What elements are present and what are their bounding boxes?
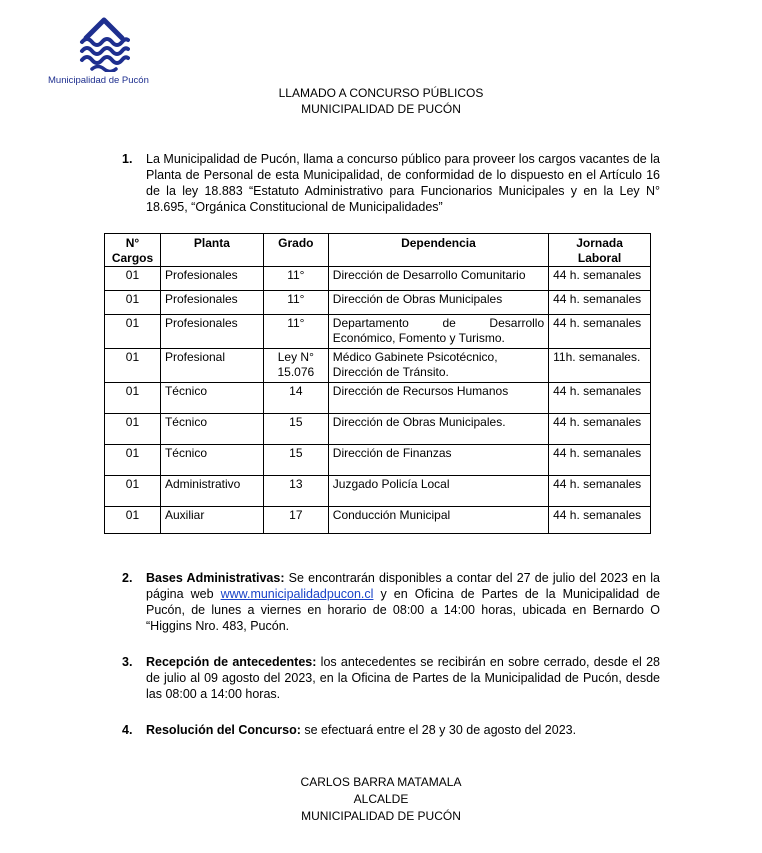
cell-cargos: 01 xyxy=(105,349,161,383)
table-row xyxy=(105,383,651,414)
cell-jornada: 44 h. semanales xyxy=(549,445,651,476)
section-text xyxy=(146,570,660,634)
section-text-a: Se encontrarán disponibles a contar del 27 de julio del 2023 en la página web xyxy=(146,571,660,601)
cell-cargos: 01 xyxy=(105,291,161,315)
cell-jornada: 44 h. semanales xyxy=(549,414,651,445)
logo-text: Municipalidad de Pucón xyxy=(48,75,149,86)
cell-dependencia: Dirección de Desarrollo Comunitario xyxy=(328,267,548,291)
section-text xyxy=(146,722,660,738)
header-jornada: Jornada Laboral xyxy=(549,234,651,267)
cell-planta: Técnico xyxy=(160,414,263,445)
cell-grado: 11° xyxy=(263,315,328,349)
section-number: 1. xyxy=(122,152,133,166)
cell-grado: 14 xyxy=(263,383,328,414)
section-number: 2. xyxy=(122,571,133,585)
cell-jornada: 44 h. semanales xyxy=(549,291,651,315)
cell-grado: 13 xyxy=(263,476,328,507)
section-1 xyxy=(122,151,660,215)
cell-grado: 15 xyxy=(263,414,328,445)
table-row xyxy=(105,445,651,476)
cell-dependencia: Departamento de Desarrollo Económico, Fomento y Turismo. xyxy=(328,315,548,349)
cell-dependencia: Dirección de Recursos Humanos xyxy=(328,383,548,414)
section-text-b: y en Oficina de Partes de la Municipalidad de Pucón, de lunes a viernes en horario de 08:00 a 14:00 horas, ubicada en Bernardo O “Higgins Nro. 483, Pucón. xyxy=(146,587,660,633)
cell-cargos: 01 xyxy=(105,507,161,534)
cell-dependencia: Dirección de Finanzas xyxy=(328,445,548,476)
section-text xyxy=(146,654,660,702)
section-label: Recepción de antecedentes: xyxy=(146,655,317,669)
signatory-name: CARLOS BARRA MATAMALA xyxy=(300,775,462,789)
cell-planta: Auxiliar xyxy=(160,507,263,534)
vacancies-table xyxy=(104,233,651,534)
cell-cargos: 01 xyxy=(105,383,161,414)
signatory-role: ALCALDE xyxy=(353,792,409,806)
cell-planta: Administrativo xyxy=(160,476,263,507)
cell-grado: 17 xyxy=(263,507,328,534)
cell-cargos: 01 xyxy=(105,267,161,291)
header-cargos: N° Cargos xyxy=(105,234,161,267)
table-row xyxy=(105,349,651,383)
section-4 xyxy=(122,722,660,738)
cell-dependencia: Juzgado Policía Local xyxy=(328,476,548,507)
cell-jornada: 44 h. semanales xyxy=(549,507,651,534)
cell-planta: Técnico xyxy=(160,445,263,476)
table-row xyxy=(105,315,651,349)
cell-dependencia: Dirección de Obras Municipales xyxy=(328,291,548,315)
section-body: se efectuará entre el 28 y 30 de agosto del 2023. xyxy=(300,723,577,737)
section-label: Resolución del Concurso: xyxy=(146,723,301,737)
signatory-org: MUNICIPALIDAD DE PUCÓN xyxy=(301,809,461,823)
cell-grado: 15 xyxy=(263,445,328,476)
cell-planta: Profesionales xyxy=(160,291,263,315)
header-dependencia: Dependencia xyxy=(328,234,548,267)
section-label: Bases Administrativas: xyxy=(146,571,285,585)
cell-jornada: 44 h. semanales xyxy=(549,315,651,349)
cell-grado: Ley N° 15.076 xyxy=(263,349,328,383)
cell-planta: Técnico xyxy=(160,383,263,414)
cell-jornada: 11h. semanales. xyxy=(549,349,651,383)
header-grado: Grado xyxy=(263,234,328,267)
cell-jornada: 44 h. semanales xyxy=(549,383,651,414)
document-title: LLAMADO A CONCURSO PÚBLICOS xyxy=(278,86,484,100)
table-row xyxy=(105,267,651,291)
section-text: La Municipalidad de Pucón, llama a concurso público para proveer los cargos vacantes de la Planta de Personal de esta Municipalidad, de conformidad de lo dispuesto en el Artículo 16 de la ley 18.883 “Estatuto Administrativo para Funcionarios Municipales y en la Ley N° 18.695, “Orgánica Constitucional de Municipalidades” xyxy=(146,152,660,214)
table-header-row xyxy=(105,234,651,267)
municipal-logo xyxy=(48,16,168,86)
cell-grado: 11° xyxy=(263,267,328,291)
document-subtitle: MUNICIPALIDAD DE PUCÓN xyxy=(301,102,461,116)
website-link[interactable]: www.municipalidadpucon.cl xyxy=(220,587,374,601)
section-3 xyxy=(122,654,660,702)
cell-cargos: 01 xyxy=(105,476,161,507)
table-row xyxy=(105,291,651,315)
table-row xyxy=(105,476,651,507)
cell-jornada: 44 h. semanales xyxy=(549,267,651,291)
table-row xyxy=(105,507,651,534)
section-body: los antecedentes se recibirán en sobre cerrado, desde el 28 de julio al 09 agosto del 2023, en la Oficina de Partes de la Municipalidad de Pucón, desde las 08:00 a 14:00 horas. xyxy=(146,655,660,701)
cell-cargos: 01 xyxy=(105,315,161,349)
cell-dependencia: Dirección de Obras Municipales. xyxy=(328,414,548,445)
section-2 xyxy=(122,570,660,634)
cell-cargos: 01 xyxy=(105,445,161,476)
cell-grado: 11° xyxy=(263,291,328,315)
cell-cargos: 01 xyxy=(105,414,161,445)
section-number: 3. xyxy=(122,655,133,669)
cell-jornada: 44 h. semanales xyxy=(549,476,651,507)
cell-dependencia: Conducción Municipal xyxy=(328,507,548,534)
municipal-wave-logo-icon xyxy=(78,16,130,72)
section-number: 4. xyxy=(122,723,133,737)
cell-planta: Profesional xyxy=(160,349,263,383)
cell-planta: Profesionales xyxy=(160,267,263,291)
cell-planta: Profesionales xyxy=(160,315,263,349)
header-planta: Planta xyxy=(160,234,263,267)
table-row xyxy=(105,414,651,445)
cell-dependencia: Médico Gabinete Psicotécnico, Dirección de Tránsito. xyxy=(328,349,548,383)
